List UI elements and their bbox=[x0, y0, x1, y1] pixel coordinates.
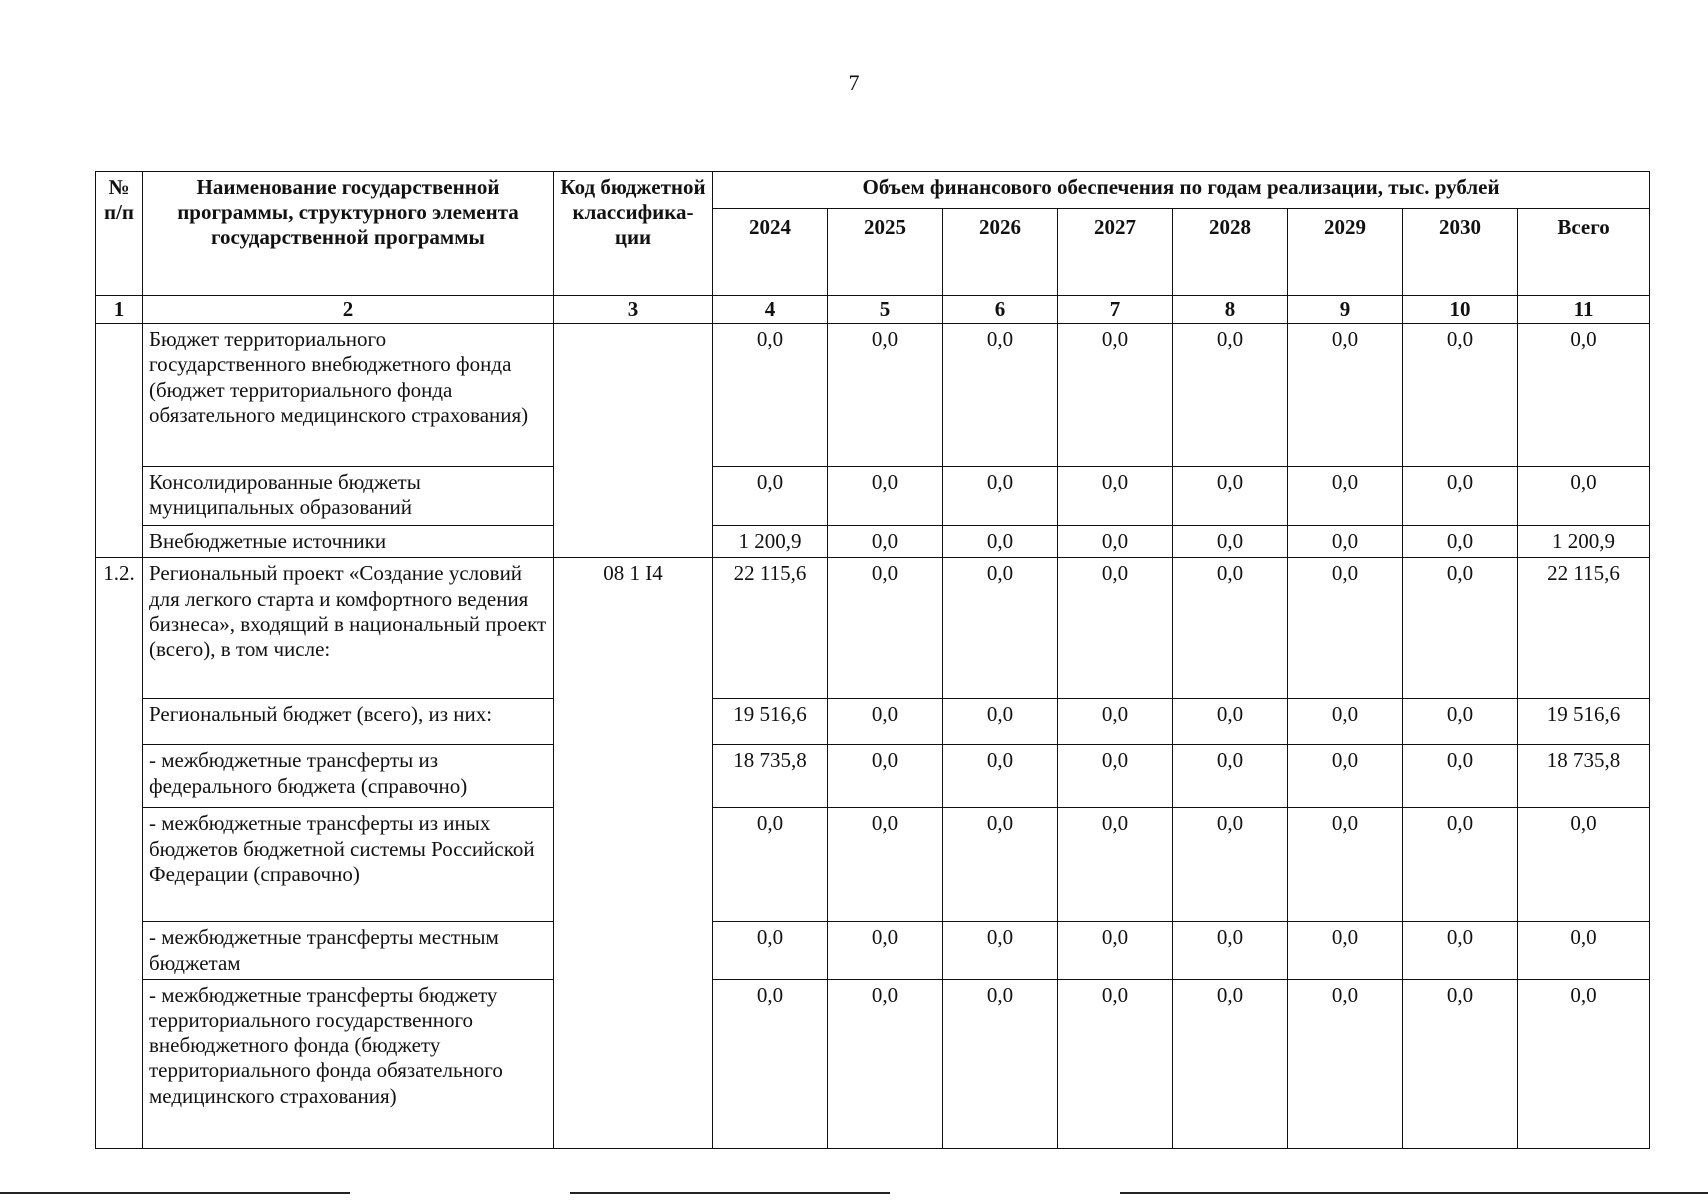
column-number: 7 bbox=[1058, 296, 1173, 324]
row-value: 0,0 bbox=[1403, 526, 1518, 558]
row-value: 0,0 bbox=[1173, 558, 1288, 699]
row-name: Внебюджетные источники bbox=[143, 526, 554, 558]
row-value: 0,0 bbox=[828, 979, 943, 1148]
row-value: 0,0 bbox=[1288, 526, 1403, 558]
header-total: Всего bbox=[1518, 209, 1650, 296]
row-value: 0,0 bbox=[1403, 324, 1518, 467]
row-value: 0,0 bbox=[1058, 467, 1173, 526]
header-year: 2028 bbox=[1173, 209, 1288, 296]
row-value: 0,0 bbox=[713, 979, 828, 1148]
table-row bbox=[96, 979, 1650, 1148]
header-volume: Объем финансового обеспечения по годам реализации, тыс. рублей bbox=[713, 172, 1650, 209]
row-value: 0,0 bbox=[1173, 808, 1288, 922]
column-number-row bbox=[96, 296, 1650, 324]
row-name: - межбюджетные трансферты бюджету территориального государственного внебюджетного фонда (бюджету территориального фонда обязательного медицинского страхования) bbox=[143, 979, 554, 1148]
row-value: 0,0 bbox=[1403, 922, 1518, 979]
header-year: 2024 bbox=[713, 209, 828, 296]
row-value: 0,0 bbox=[828, 922, 943, 979]
row-value: 0,0 bbox=[943, 699, 1058, 745]
row-value: 0,0 bbox=[943, 467, 1058, 526]
row-value: 0,0 bbox=[943, 808, 1058, 922]
row-value: 0,0 bbox=[1058, 699, 1173, 745]
row-total: 0,0 bbox=[1518, 467, 1650, 526]
column-number: 11 bbox=[1518, 296, 1650, 324]
column-number: 9 bbox=[1288, 296, 1403, 324]
header-code: Код бюджетной классифика-ции bbox=[554, 172, 713, 296]
row-value: 0,0 bbox=[1058, 745, 1173, 808]
scan-line bbox=[0, 1192, 350, 1194]
row-value: 0,0 bbox=[943, 922, 1058, 979]
row-value: 0,0 bbox=[943, 324, 1058, 467]
group-b-body bbox=[96, 558, 1650, 1148]
header-number: № п/п bbox=[96, 172, 143, 296]
row-value: 0,0 bbox=[1058, 922, 1173, 979]
row-value: 0,0 bbox=[943, 558, 1058, 699]
column-number: 10 bbox=[1403, 296, 1518, 324]
row-total: 18 735,8 bbox=[1518, 745, 1650, 808]
row-total: 1 200,9 bbox=[1518, 526, 1650, 558]
row-value: 0,0 bbox=[828, 558, 943, 699]
budget-code: 08 1 I4 bbox=[554, 558, 713, 1148]
row-value: 0,0 bbox=[943, 526, 1058, 558]
row-value: 19 516,6 bbox=[713, 699, 828, 745]
header-year: 2025 bbox=[828, 209, 943, 296]
row-value: 0,0 bbox=[828, 808, 943, 922]
row-value: 0,0 bbox=[1058, 979, 1173, 1148]
row-total: 19 516,6 bbox=[1518, 699, 1650, 745]
header-year: 2026 bbox=[943, 209, 1058, 296]
row-number bbox=[96, 324, 143, 558]
table-row bbox=[96, 558, 1650, 699]
row-value: 0,0 bbox=[1058, 526, 1173, 558]
row-value: 0,0 bbox=[828, 467, 943, 526]
row-value: 22 115,6 bbox=[713, 558, 828, 699]
row-value: 0,0 bbox=[828, 745, 943, 808]
row-name: Консолидированные бюджеты муниципальных образований bbox=[143, 467, 554, 526]
column-number: 1 bbox=[96, 296, 143, 324]
row-value: 0,0 bbox=[1173, 922, 1288, 979]
row-value: 0,0 bbox=[1403, 699, 1518, 745]
row-value: 0,0 bbox=[1173, 467, 1288, 526]
row-name: - межбюджетные трансферты из федерального бюджета (справочно) bbox=[143, 745, 554, 808]
table-row bbox=[96, 699, 1650, 745]
row-value: 0,0 bbox=[1403, 979, 1518, 1148]
row-value: 0,0 bbox=[1173, 745, 1288, 808]
row-value: 0,0 bbox=[1288, 558, 1403, 699]
row-value: 0,0 bbox=[1173, 699, 1288, 745]
column-number: 6 bbox=[943, 296, 1058, 324]
budget-code bbox=[554, 324, 713, 558]
table-row bbox=[96, 467, 1650, 526]
header-year: 2029 bbox=[1288, 209, 1403, 296]
table-row bbox=[96, 745, 1650, 808]
row-value: 0,0 bbox=[1403, 745, 1518, 808]
row-value: 0,0 bbox=[713, 324, 828, 467]
row-value: 0,0 bbox=[1288, 699, 1403, 745]
row-value: 0,0 bbox=[1288, 467, 1403, 526]
header-row bbox=[96, 172, 1650, 209]
row-value: 0,0 bbox=[1288, 745, 1403, 808]
row-total: 0,0 bbox=[1518, 922, 1650, 979]
row-value: 0,0 bbox=[1288, 808, 1403, 922]
row-name: Региональный проект «Создание условий для легкого старта и комфортного ведения бизнеса», входящий в национальный проект (всего), в том числе: bbox=[143, 558, 554, 699]
table-row bbox=[96, 324, 1650, 467]
header-name: Наименование государственной программы, структурного элемента государственной программы bbox=[143, 172, 554, 296]
table-row bbox=[96, 526, 1650, 558]
row-value: 0,0 bbox=[1403, 467, 1518, 526]
row-value: 18 735,8 bbox=[713, 745, 828, 808]
table-row bbox=[96, 808, 1650, 922]
header-year: 2030 bbox=[1403, 209, 1518, 296]
row-value: 0,0 bbox=[1173, 979, 1288, 1148]
row-value: 0,0 bbox=[1288, 922, 1403, 979]
row-value: 0,0 bbox=[828, 324, 943, 467]
row-name: Бюджет территориального государственного внебюджетного фонда (бюджет территориального фонда обязательного медицинского страхования) bbox=[143, 324, 554, 467]
column-number: 8 bbox=[1173, 296, 1288, 324]
row-value: 0,0 bbox=[713, 808, 828, 922]
row-name: Региональный бюджет (всего), из них: bbox=[143, 699, 554, 745]
row-value: 0,0 bbox=[1403, 558, 1518, 699]
row-total: 0,0 bbox=[1518, 979, 1650, 1148]
row-value: 0,0 bbox=[1173, 324, 1288, 467]
page-number: 7 bbox=[848, 70, 860, 95]
row-value: 0,0 bbox=[943, 979, 1058, 1148]
column-number: 5 bbox=[828, 296, 943, 324]
group-a-body bbox=[96, 324, 1650, 558]
row-name: - межбюджетные трансферты местным бюджетам bbox=[143, 922, 554, 979]
row-total: 0,0 bbox=[1518, 808, 1650, 922]
row-name: - межбюджетные трансферты из иных бюджетов бюджетной системы Российской Федерации (справочно) bbox=[143, 808, 554, 922]
table-row bbox=[96, 922, 1650, 979]
column-number: 4 bbox=[713, 296, 828, 324]
row-total: 22 115,6 bbox=[1518, 558, 1650, 699]
row-value: 0,0 bbox=[828, 526, 943, 558]
row-value: 0,0 bbox=[1288, 979, 1403, 1148]
row-value: 0,0 bbox=[1058, 324, 1173, 467]
row-value: 0,0 bbox=[1403, 808, 1518, 922]
row-value: 0,0 bbox=[1288, 324, 1403, 467]
scan-line bbox=[1120, 1192, 1708, 1194]
row-number: 1.2. bbox=[96, 558, 143, 1148]
financing-table bbox=[95, 171, 1650, 1149]
row-value: 0,0 bbox=[1058, 808, 1173, 922]
row-value: 0,0 bbox=[943, 745, 1058, 808]
row-total: 0,0 bbox=[1518, 324, 1650, 467]
row-value: 0,0 bbox=[713, 922, 828, 979]
scan-line bbox=[570, 1192, 890, 1194]
column-number: 2 bbox=[143, 296, 554, 324]
row-value: 0,0 bbox=[1058, 558, 1173, 699]
row-value: 0,0 bbox=[713, 467, 828, 526]
row-value: 0,0 bbox=[828, 699, 943, 745]
row-value: 1 200,9 bbox=[713, 526, 828, 558]
header-year: 2027 bbox=[1058, 209, 1173, 296]
column-number: 3 bbox=[554, 296, 713, 324]
row-value: 0,0 bbox=[1173, 526, 1288, 558]
